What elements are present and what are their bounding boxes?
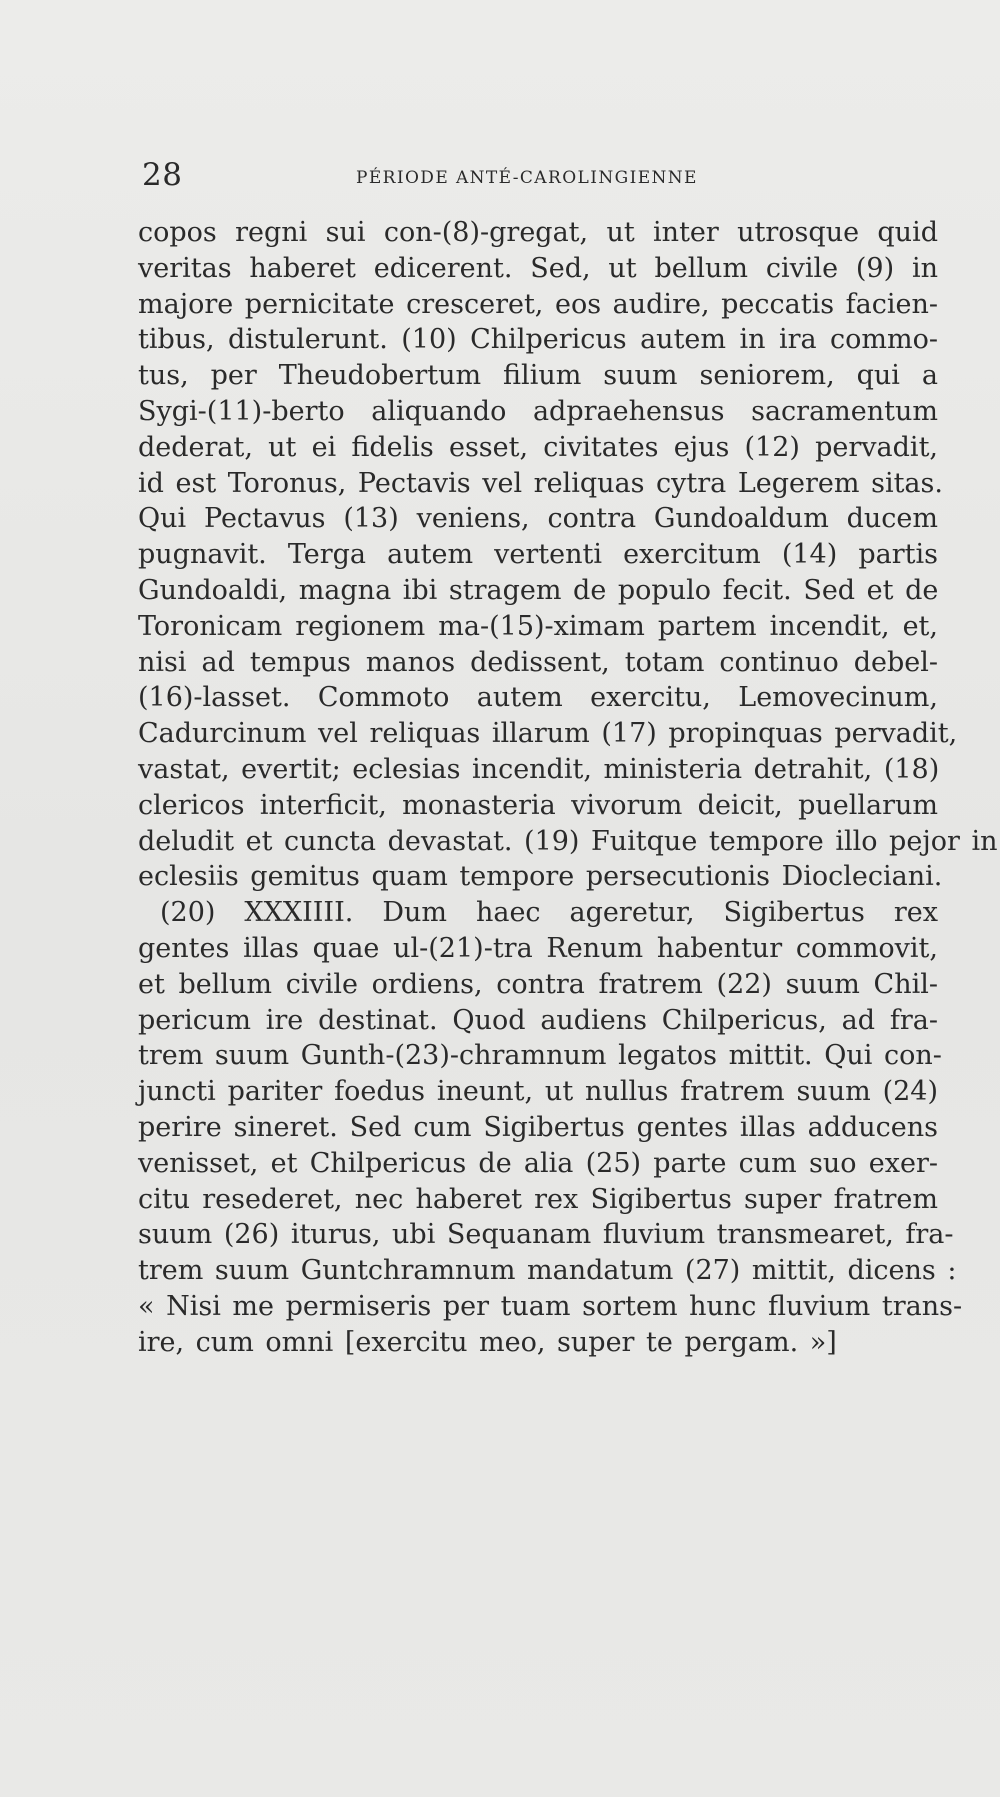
text-line: deludit et cuncta devastat. (19) Fuitque tempore illo pejor in [138, 825, 998, 857]
text-line: trem suum Guntchramnum mandatum (27) mittit, dicens : [138, 1255, 957, 1287]
text-line: (16)-lasset. Commoto autem exercitu, Lemovecinum, [138, 682, 938, 714]
page-header [138, 152, 958, 198]
text-line: clericos interficit, monasteria vivorum deicit, puellarum [138, 789, 938, 821]
text-line: Qui Pectavus (13) veniens, contra Gundoaldum ducem [138, 503, 938, 535]
text-line: juncti pariter foedus ineunt, ut nullus fratrem suum (24) [138, 1076, 938, 1108]
text-line: pericum ire destinat. Quod audiens Chilpericus, ad fra- [138, 1004, 938, 1036]
text-line: majore pernicitate cresceret, eos audire, peccatis facien- [138, 288, 938, 320]
page-number: 28 [142, 157, 183, 193]
text-line: tus, per Theudobertum filium suum seniorem, qui a [138, 360, 938, 392]
text-line: id est Toronus, Pectavis vel reliquas cytra Legerem sitas. [138, 467, 943, 499]
text-line: (20) XXXIIII. Dum haec ageretur, Sigibertus rex [160, 897, 938, 929]
text-line: gentes illas quae ul-(21)-tra Renum habentur commovit, [138, 932, 938, 964]
text-line: vastat, evertit; eclesias incendit, ministeria detrahit, (18) [138, 753, 940, 785]
text-line: dederat, ut ei fidelis esset, civitates ejus (12) pervadit, [138, 431, 938, 463]
text-line: Sygi-(11)-berto aliquando adpraehensus sacramentum [138, 395, 938, 427]
text-line: trem suum Gunth-(23)-chramnum legatos mittit. Qui con- [138, 1040, 942, 1072]
text-line: citu resederet, nec haberet rex Sigibertus super fratrem [138, 1183, 938, 1215]
text-line: venisset, et Chilpericus de alia (25) parte cum suo exer- [138, 1147, 938, 1179]
text-line: Cadurcinum vel reliquas illarum (17) propinquas pervadit, [138, 718, 958, 750]
text-line: suum (26) iturus, ubi Sequanam fluvium transmearet, fra- [138, 1219, 954, 1251]
text-line: eclesiis gemitus quam tempore persecutionis Diocleciani. [138, 861, 943, 893]
text-line: Toronicam regionem ma-(15)-ximam partem incendit, et, [138, 610, 938, 642]
text-line: « Nisi me permiseris per tuam sortem hunc fluvium trans- [138, 1290, 963, 1322]
body-text [138, 215, 998, 1361]
text-line: nisi ad tempus manos dedissent, totam continuo debel- [138, 646, 938, 678]
running-head: PÉRIODE ANTÉ-CAROLINGIENNE [356, 168, 698, 188]
text-line: pugnavit. Terga autem vertenti exercitum (14) partis [138, 539, 938, 571]
text-line: ire, cum omni [exercitu meo, super te pergam. »] [138, 1326, 837, 1358]
text-line: Gundoaldi, magna ibi stragem de populo fecit. Sed et de [138, 574, 939, 606]
text-line: copos regni sui con-(8)-gregat, ut inter utrosque quid [138, 217, 938, 248]
text-line: et bellum civile ordiens, contra fratrem (22) suum Chil- [138, 968, 938, 1000]
text-line: perire sineret. Sed cum Sigibertus gentes illas adducens [138, 1111, 938, 1143]
text-line: veritas haberet edicerent. Sed, ut bellum civile (9) in [138, 252, 938, 284]
text-line: tibus, distulerunt. (10) Chilpericus autem in ira commo- [138, 324, 938, 356]
